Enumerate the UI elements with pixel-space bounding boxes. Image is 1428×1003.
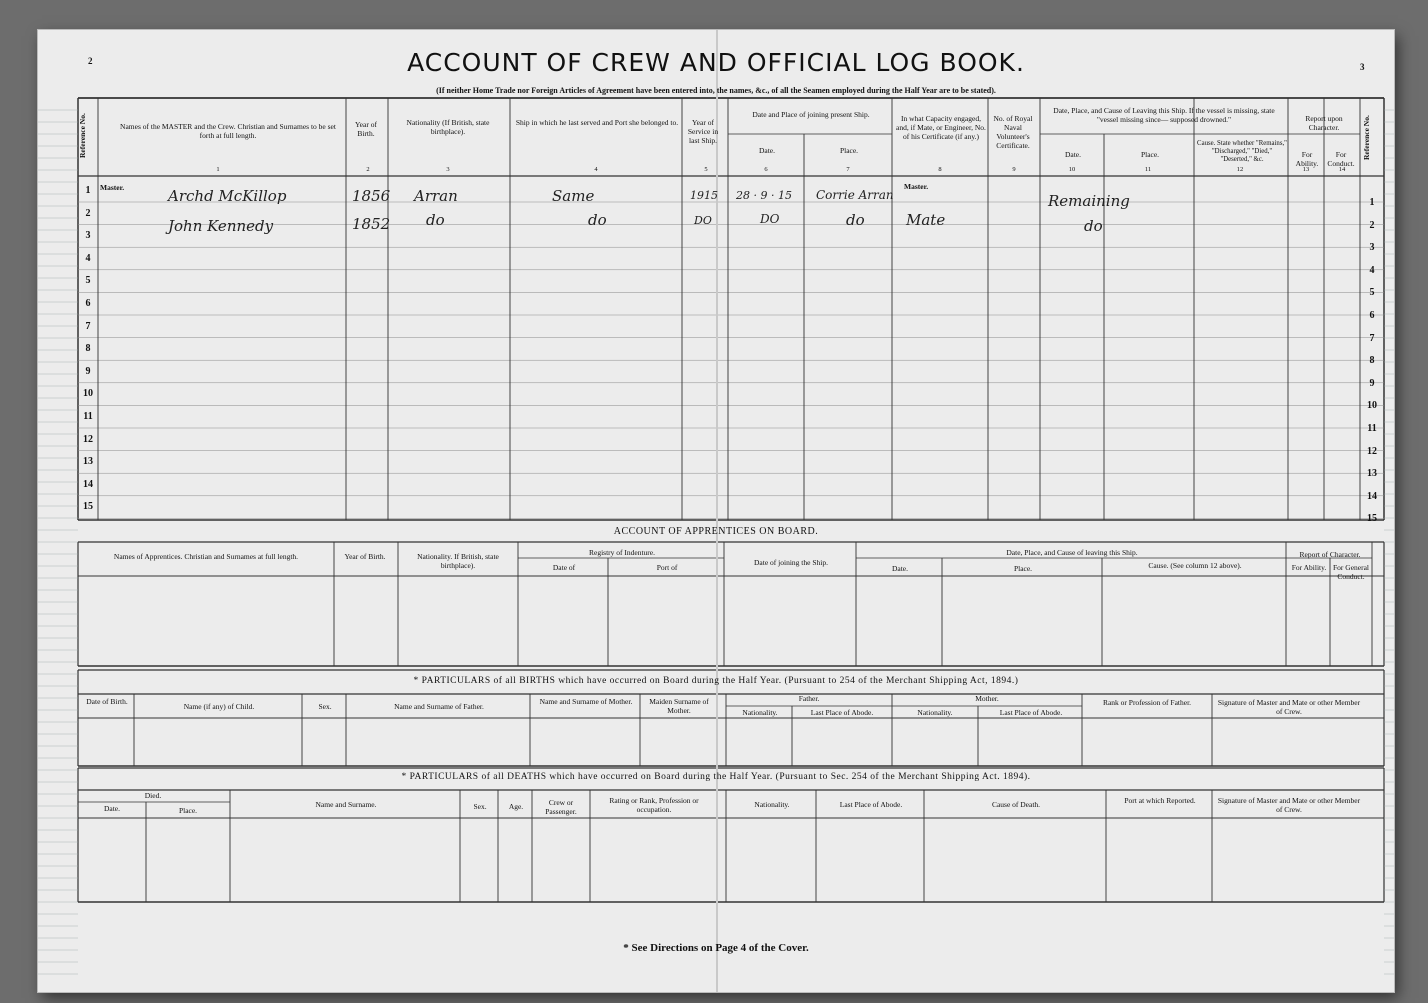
row-number-right: 5 — [1369, 287, 1375, 299]
ref-label-left: Reference No. — [78, 113, 87, 159]
ref-label-right: Reference No. — [1362, 115, 1371, 161]
birth-header-father-group: Father. — [798, 694, 820, 703]
apprentices-title: ACCOUNT OF APPRENTICES ON BOARD. — [613, 526, 819, 537]
column-number: 9 — [1012, 166, 1016, 173]
header-joining-date: Date. — [758, 146, 776, 155]
birth-header-father: Name and Surname of Father. — [394, 702, 484, 711]
birth-header-m-abode: Last Place of Abode. — [999, 708, 1063, 717]
row-number-left: 11 — [83, 411, 93, 422]
header-conduct: For Conduct. — [1327, 150, 1355, 168]
entry-cause: Remaining — [1048, 192, 1130, 210]
app-header-joining: Date of joining the Ship. — [754, 558, 828, 567]
row-number-right: 2 — [1369, 219, 1375, 231]
header-leaving: Date, Place, and Cause of Leaving this Ship. If the vessel is missing, state "vessel missing since— supposed drowned." — [1053, 106, 1275, 124]
row-number-left: 1 — [85, 185, 91, 196]
death-header-abode: Last Place of Abode. — [839, 800, 903, 809]
row-number-right: 7 — [1369, 332, 1375, 344]
column-number: 3 — [446, 166, 450, 173]
death-header-died: Died. — [144, 791, 162, 800]
entry-year-last: 1915 — [690, 189, 718, 202]
entry-capacity: Mate — [906, 211, 946, 229]
column-number: 5 — [704, 166, 708, 173]
app-header-names: Names of Apprentices. Christian and Surnames at full length. — [113, 552, 299, 561]
row-number-left: 10 — [83, 388, 93, 400]
app-header-ability: For Ability. — [1291, 563, 1327, 572]
column-number: 2 — [366, 166, 370, 173]
death-header-port: Port at which Reported. — [1124, 796, 1196, 805]
birth-header-maiden: Maiden Surname of Mother. — [649, 697, 709, 715]
entry-year: 1852 — [352, 215, 391, 233]
row-number-right: 3 — [1369, 242, 1375, 254]
header-names: Names of the MASTER and the Crew. Christian and Surnames to be set forth at full length. — [120, 122, 336, 140]
death-header-date: Date. — [103, 804, 121, 813]
row-number-right: 14 — [1367, 490, 1377, 502]
row-number-right: 6 — [1369, 310, 1375, 321]
page-spine — [716, 30, 718, 992]
app-header-cause: Cause. (See column 12 above). — [1148, 561, 1242, 570]
row-number-left: 13 — [83, 456, 93, 468]
entry-name: John Kennedy — [168, 217, 274, 235]
row-number-right: 11 — [1367, 423, 1377, 434]
row-number-right: 9 — [1369, 377, 1375, 389]
row-number-right: 15 — [1367, 513, 1377, 525]
header-year-last: Year of Service in last Ship. — [687, 118, 719, 145]
header-ability: For Ability. — [1295, 150, 1319, 168]
birth-header-mother: Name and Surname of Mother. — [539, 697, 633, 706]
column-number: 6 — [764, 166, 768, 173]
app-header-date-of: Date of — [552, 563, 576, 572]
birth-header-date: Date of Birth. — [86, 697, 128, 706]
column-number: 4 — [594, 166, 598, 173]
birth-header-signature: Signature of Master and Mate or other Member of Crew. — [1217, 698, 1361, 716]
row-number-left: 14 — [83, 478, 93, 490]
entry-join-date: DO — [760, 212, 780, 226]
app-header-nationality: Nationality. If British, state birthplace). — [417, 552, 499, 570]
app-header-report: Report of Character. — [1299, 550, 1361, 559]
entry-cause: do — [1084, 217, 1103, 235]
app-header-year: Year of Birth. — [344, 552, 386, 561]
entry-join-place: do — [846, 211, 865, 229]
entry-name: Archd McKillop — [168, 187, 287, 205]
row-number-left: 5 — [85, 275, 91, 287]
page-title: ACCOUNT OF CREW AND OFFICIAL LOG BOOK. — [407, 48, 1025, 77]
birth-header-sex: Sex. — [318, 702, 332, 711]
log-book-sheet — [38, 30, 1394, 992]
row-number-left: 2 — [85, 207, 91, 219]
entry-ship: Same — [552, 187, 595, 205]
header-leaving-date: Date. — [1064, 150, 1082, 159]
entry-year: 1856 — [352, 187, 391, 205]
birth-header-f-nat: Nationality. — [742, 708, 778, 717]
row-number-right: 12 — [1367, 445, 1377, 457]
column-number: 8 — [938, 166, 942, 173]
row-number-left: 9 — [85, 365, 91, 377]
entry-join-place: Corrie Arran — [816, 188, 894, 202]
death-header-nationality: Nationality. — [754, 800, 790, 809]
footer-note: * See Directions on Page 4 of the Cover. — [623, 942, 809, 954]
column-number: 14 — [1338, 166, 1346, 173]
entry-year-last: DO — [694, 214, 712, 227]
header-nationality: Nationality (If British, state birthplace). — [406, 118, 490, 136]
entry-ship: do — [588, 211, 607, 229]
birth-header-f-abode: Last Place of Abode. — [810, 708, 874, 717]
birth-header-child: Name (if any) of Child. — [183, 702, 255, 711]
header-capacity: In what Capacity engaged, and, if Mate, or Engineer, No. of his Certificate (if any.) — [896, 114, 986, 141]
app-header-registry: Registry of Indenture. — [588, 548, 656, 557]
column-number: 7 — [846, 166, 850, 173]
birth-header-m-nat: Nationality. — [917, 708, 953, 717]
row-number-left: 3 — [85, 230, 91, 242]
death-header-signature: Signature of Master and Mate or other Member of Crew. — [1217, 796, 1361, 814]
row-number-left: 6 — [85, 298, 91, 309]
row-number-right: 13 — [1367, 468, 1377, 480]
column-number: 10 — [1068, 166, 1076, 173]
header-rnv: No. of Royal Naval Volunteer's Certificate. — [993, 114, 1033, 150]
header-ship-last: Ship in which he last served and Port she belonged to. — [515, 118, 679, 127]
header-leaving-place: Place. — [1140, 150, 1160, 159]
row-number-left: 8 — [85, 343, 91, 355]
row-number-left: 15 — [83, 501, 93, 513]
page-subtitle: (If neither Home Trade nor Foreign Articles of Agreement have been entered into, the names, &c., of all the Seamen employed during the Half Year are to be stated). — [436, 86, 996, 95]
column-number: 13 — [1302, 166, 1310, 173]
app-header-leaving: Date, Place, and Cause of leaving this Ship. — [1006, 548, 1138, 557]
births-title: * PARTICULARS of all BIRTHS which have occurred on Board during the Half Year. (Pursuant to 254 of the Merchant Shipping Act, 1894.) — [413, 676, 1019, 686]
death-header-name: Name and Surname. — [315, 800, 377, 809]
column-number: 12 — [1236, 166, 1244, 173]
page-number-right: 3 — [1360, 62, 1365, 72]
row-number-right: 1 — [1369, 197, 1375, 208]
row-number-left: 12 — [83, 433, 93, 445]
row-number-right: 4 — [1369, 264, 1375, 276]
header-joining: Date and Place of joining present Ship. — [752, 110, 870, 119]
birth-header-mother-group: Mother. — [975, 694, 999, 703]
column-number: 11 — [1144, 166, 1152, 173]
death-header-age: Age. — [508, 802, 524, 811]
app-header-conduct: For General Conduct. — [1332, 563, 1370, 581]
app-header-date: Date. — [891, 564, 909, 573]
death-header-crew: Crew or Passenger. — [545, 798, 577, 816]
app-header-place: Place. — [1013, 564, 1033, 573]
header-report: Report upon Character. — [1305, 114, 1343, 132]
row-number-left: 7 — [85, 320, 91, 332]
row-number-left: 4 — [85, 252, 91, 264]
row-number-right: 8 — [1369, 355, 1375, 367]
death-header-place: Place. — [178, 806, 198, 815]
column-number: 1 — [216, 166, 220, 173]
entry-nationality: Arran — [414, 187, 458, 205]
death-header-cause: Cause of Death. — [991, 800, 1041, 809]
deaths-title: * PARTICULARS of all DEATHS which have occurred on Board during the Half Year. (Pursuant to Sec. 254 of the Merchant Shipping Act. 1894). — [401, 772, 1031, 782]
entry-capacity: Master. — [904, 182, 929, 191]
header-year-birth: Year of Birth. — [355, 120, 377, 138]
death-header-rating: Rating or Rank, Profession or occupation. — [609, 796, 699, 814]
entry-nationality: do — [426, 211, 445, 229]
header-joining-place: Place. — [839, 146, 859, 155]
header-cause: Cause. State whether "Remains," "Discharged," "Died," "Deserted," &c. — [1197, 140, 1287, 164]
entry-join-date: 28 · 9 · 15 — [736, 189, 792, 202]
birth-header-rank: Rank or Profession of Father. — [1102, 698, 1192, 707]
app-header-port-of: Port of — [656, 563, 678, 572]
page-number-left: 2 — [88, 56, 93, 66]
death-header-sex: Sex. — [473, 802, 487, 811]
master-label: Master. — [100, 183, 125, 192]
row-number-right: 10 — [1367, 400, 1377, 412]
